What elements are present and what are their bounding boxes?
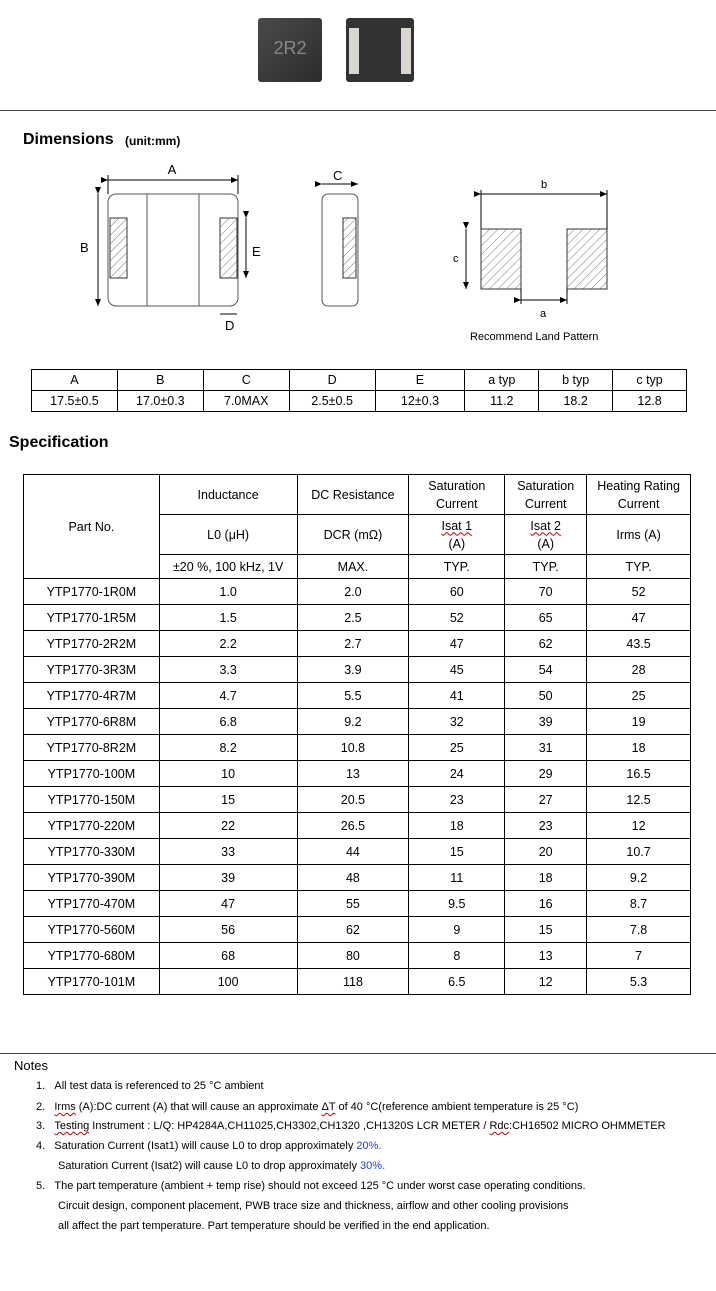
spec-value-cell: 11 <box>409 865 505 891</box>
part-number-cell: YTP1770-101M <box>24 969 160 995</box>
spec-value-cell: 2.7 <box>297 631 409 657</box>
spec-value-cell: 13 <box>505 943 587 969</box>
spec-value-cell: 56 <box>159 917 297 943</box>
spec-value-cell: 70 <box>505 579 587 605</box>
product-marking: 2R2 <box>273 38 307 58</box>
note-number: 1. <box>36 1080 46 1092</box>
spec-value-cell: 33 <box>159 839 297 865</box>
spec-value-cell: 28 <box>587 657 691 683</box>
note-4-cont <box>58 1160 385 1172</box>
spec-value-cell: 18 <box>409 813 505 839</box>
spec-value-cell: 19 <box>587 709 691 735</box>
part-number-cell: YTP1770-8R2M <box>24 735 160 761</box>
spec-value-cell: 10.7 <box>587 839 691 865</box>
table-row <box>24 839 691 865</box>
label-c: c <box>453 253 459 265</box>
dim-header: A <box>32 370 118 391</box>
table-row <box>24 735 691 761</box>
spec-value-cell: 18 <box>587 735 691 761</box>
dim-value: 17.0±0.3 <box>117 391 203 412</box>
header-sat-current-2: Saturation Current <box>505 475 587 515</box>
spec-value-cell: 15 <box>409 839 505 865</box>
spec-value-cell: 2.2 <box>159 631 297 657</box>
spec-value-cell: 4.7 <box>159 683 297 709</box>
spec-value-cell: 62 <box>297 917 409 943</box>
spec-value-cell: 3.9 <box>297 657 409 683</box>
table-row <box>24 813 691 839</box>
header-isat2 <box>505 515 587 555</box>
spec-value-cell: 20.5 <box>297 787 409 813</box>
label-a: a <box>540 308 547 320</box>
spec-value-cell: 25 <box>587 683 691 709</box>
spec-value-cell: 3.3 <box>159 657 297 683</box>
front-view-drawing <box>80 162 261 333</box>
spec-value-cell: 29 <box>505 761 587 787</box>
spec-value-cell: 12 <box>587 813 691 839</box>
specification-title: Specification <box>9 434 109 451</box>
label-E: E <box>252 244 261 259</box>
table-row <box>24 631 691 657</box>
part-number-cell: YTP1770-150M <box>24 787 160 813</box>
label-B: B <box>80 240 89 255</box>
label-D: D <box>225 318 235 333</box>
note-5-cont-2: all affect the part temperature. Part temperature should be verified in the end application. <box>58 1220 490 1232</box>
spec-value-cell: 23 <box>505 813 587 839</box>
spec-value-cell: 5.5 <box>297 683 409 709</box>
note-highlight: 20%. <box>356 1140 382 1152</box>
spec-value-cell: 68 <box>159 943 297 969</box>
side-view-drawing <box>322 168 358 306</box>
spec-value-cell: 2.5 <box>297 605 409 631</box>
dim-value: 11.2 <box>465 391 539 412</box>
spec-value-cell: 47 <box>409 631 505 657</box>
note-number: 3. <box>36 1120 46 1132</box>
spec-value-cell: 43.5 <box>587 631 691 657</box>
part-number-cell: YTP1770-560M <box>24 917 160 943</box>
note-text: Instrument : L/Q: HP4284A,CH11025,CH3302,CH1320 ,CH1320S LCR METER / <box>89 1120 490 1132</box>
spec-value-cell: 52 <box>409 605 505 631</box>
header-l0: L0 (μH) <box>159 515 297 555</box>
spec-value-cell: 15 <box>505 917 587 943</box>
table-row <box>24 761 691 787</box>
dimension-table <box>31 369 687 412</box>
spec-value-cell: 8 <box>409 943 505 969</box>
isat2-unit: (A) <box>537 536 555 551</box>
spec-value-cell: 27 <box>505 787 587 813</box>
note-text: of 40 °C(reference ambient temperature is 25 °C) <box>335 1101 579 1113</box>
note-4 <box>36 1140 381 1152</box>
spec-value-cell: 48 <box>297 865 409 891</box>
spec-value-cell: 20 <box>505 839 587 865</box>
spec-value-cell: 9 <box>409 917 505 943</box>
dim-value: 18.2 <box>539 391 613 412</box>
note-text: (A):DC current (A) that will cause an approximate <box>75 1101 322 1113</box>
note-number: 5. <box>36 1180 46 1192</box>
note-5 <box>36 1180 586 1192</box>
spec-value-cell: 6.8 <box>159 709 297 735</box>
dim-header: E <box>375 370 465 391</box>
spec-value-cell: 24 <box>409 761 505 787</box>
spec-value-cell: 9.2 <box>297 709 409 735</box>
product-photo-side <box>346 18 414 82</box>
part-number-cell: YTP1770-100M <box>24 761 160 787</box>
spec-value-cell: 26.5 <box>297 813 409 839</box>
note-highlight: 30%. <box>360 1160 386 1172</box>
table-row <box>24 891 691 917</box>
spec-value-cell: 118 <box>297 969 409 995</box>
header-inductance: Inductance <box>159 475 297 515</box>
spec-value-cell: 23 <box>409 787 505 813</box>
note-text: Saturation Current (Isat1) will cause L0 to drop approximately <box>54 1140 357 1152</box>
land-pattern-drawing <box>453 179 607 320</box>
divider-top <box>0 110 716 111</box>
spec-value-cell: 55 <box>297 891 409 917</box>
header-irms: Irms (A) <box>587 515 691 555</box>
spec-value-cell: 12 <box>505 969 587 995</box>
part-number-cell: YTP1770-4R7M <box>24 683 160 709</box>
dim-header: C <box>203 370 289 391</box>
table-row <box>24 865 691 891</box>
dimension-value-row <box>32 391 687 412</box>
spec-value-cell: 65 <box>505 605 587 631</box>
dim-value: 7.0MAX <box>203 391 289 412</box>
part-number-cell: YTP1770-2R2M <box>24 631 160 657</box>
note-number: 2. <box>36 1101 46 1113</box>
isat1-label: Isat 1 <box>441 518 473 533</box>
table-row <box>24 579 691 605</box>
header-typ: TYP. <box>409 555 505 579</box>
label-b: b <box>541 179 548 191</box>
part-number-cell: YTP1770-3R3M <box>24 657 160 683</box>
note-5-cont-1: Circuit design, component placement, PWB trace size and thickness, airflow and other cooling provisions <box>58 1200 569 1212</box>
header-typ: TYP. <box>505 555 587 579</box>
label-C: C <box>333 168 343 183</box>
spec-value-cell: 10.8 <box>297 735 409 761</box>
table-row <box>24 969 691 995</box>
dim-value: 2.5±0.5 <box>289 391 375 412</box>
spec-value-cell: 15 <box>159 787 297 813</box>
spec-value-cell: 1.0 <box>159 579 297 605</box>
spec-value-cell: 41 <box>409 683 505 709</box>
spec-value-cell: 16.5 <box>587 761 691 787</box>
note-text: The part temperature (ambient + temp rise) should not exceed 125 °C under worst case operating conditions. <box>54 1180 586 1192</box>
part-number-cell: YTP1770-6R8M <box>24 709 160 735</box>
spec-value-cell: 8.7 <box>587 891 691 917</box>
spec-value-cell: 22 <box>159 813 297 839</box>
dim-header: b typ <box>539 370 613 391</box>
note-text: Irms <box>54 1101 76 1113</box>
spec-value-cell: 6.5 <box>409 969 505 995</box>
header-heating-current: Heating Rating Current <box>587 475 691 515</box>
dimension-header-row <box>32 370 687 391</box>
spec-value-cell: 47 <box>159 891 297 917</box>
part-number-cell: YTP1770-680M <box>24 943 160 969</box>
dim-value: 12±0.3 <box>375 391 465 412</box>
spec-value-cell: 9.5 <box>409 891 505 917</box>
note-text: ΔT <box>321 1101 336 1113</box>
dim-header: D <box>289 370 375 391</box>
spec-value-cell: 45 <box>409 657 505 683</box>
spec-value-cell: 2.0 <box>297 579 409 605</box>
part-number-cell: YTP1770-390M <box>24 865 160 891</box>
spec-value-cell: 54 <box>505 657 587 683</box>
note-number: 4. <box>36 1140 46 1152</box>
spec-value-cell: 44 <box>297 839 409 865</box>
spec-value-cell: 60 <box>409 579 505 605</box>
spec-value-cell: 7 <box>587 943 691 969</box>
dimensions-title: Dimensions <box>23 131 114 148</box>
note-3 <box>36 1120 666 1132</box>
spec-value-cell: 1.5 <box>159 605 297 631</box>
part-number-cell: YTP1770-470M <box>24 891 160 917</box>
note-1 <box>36 1080 264 1092</box>
spec-value-cell: 39 <box>505 709 587 735</box>
product-photo-top <box>258 18 322 82</box>
spec-value-cell: 18 <box>505 865 587 891</box>
table-row <box>24 605 691 631</box>
dimensions-unit: (unit:mm) <box>125 134 181 148</box>
spec-value-cell: 80 <box>297 943 409 969</box>
isat2-label: Isat 2 <box>530 518 561 533</box>
dim-header: a typ <box>465 370 539 391</box>
spec-value-cell: 25 <box>409 735 505 761</box>
part-number-cell: YTP1770-330M <box>24 839 160 865</box>
spec-value-cell: 50 <box>505 683 587 709</box>
spec-value-cell: 12.5 <box>587 787 691 813</box>
spec-value-cell: 8.2 <box>159 735 297 761</box>
specification-table <box>23 474 691 995</box>
land-pattern-caption: Recommend Land Pattern <box>470 331 599 343</box>
header-max: MAX. <box>297 555 409 579</box>
spec-value-cell: 62 <box>505 631 587 657</box>
part-number-cell: YTP1770-1R5M <box>24 605 160 631</box>
table-row <box>24 683 691 709</box>
isat1-unit: (A) <box>448 536 466 551</box>
note-text: Rdc <box>489 1120 510 1132</box>
notes-title: Notes <box>14 1058 48 1073</box>
spec-value-cell: 16 <box>505 891 587 917</box>
spec-body <box>24 579 691 995</box>
divider-notes <box>0 1053 716 1054</box>
dim-value: 12.8 <box>613 391 687 412</box>
header-sat-current-1: Saturation Current <box>409 475 505 515</box>
part-number-cell: YTP1770-220M <box>24 813 160 839</box>
dimension-drawings <box>0 150 716 350</box>
spec-value-cell: 39 <box>159 865 297 891</box>
label-A: A <box>167 162 177 177</box>
dim-header: B <box>117 370 203 391</box>
dim-header: c typ <box>613 370 687 391</box>
spec-value-cell: 10 <box>159 761 297 787</box>
dim-value: 17.5±0.5 <box>32 391 118 412</box>
spec-value-cell: 52 <box>587 579 691 605</box>
header-typ: TYP. <box>587 555 691 579</box>
spec-value-cell: 47 <box>587 605 691 631</box>
header-part-no: Part No. <box>24 475 160 579</box>
note-text: Testing <box>54 1120 90 1132</box>
spec-value-cell: 13 <box>297 761 409 787</box>
note-text: Saturation Current (Isat2) will cause L0 to drop approximately <box>58 1160 361 1172</box>
spec-value-cell: 31 <box>505 735 587 761</box>
spec-value-cell: 32 <box>409 709 505 735</box>
table-row <box>24 787 691 813</box>
table-row <box>24 943 691 969</box>
note-2 <box>36 1101 578 1113</box>
spec-value-cell: 100 <box>159 969 297 995</box>
spec-value-cell: 5.3 <box>587 969 691 995</box>
table-row <box>24 917 691 943</box>
note-text: All test data is referenced to 25 °C ambient <box>54 1080 264 1092</box>
table-row <box>24 709 691 735</box>
header-isat1 <box>409 515 505 555</box>
table-row <box>24 657 691 683</box>
spec-value-cell: 7.8 <box>587 917 691 943</box>
header-test-condition: ±20 %, 100 kHz, 1V <box>159 555 297 579</box>
header-dcr: DCR (mΩ) <box>297 515 409 555</box>
header-dc-resistance: DC Resistance <box>297 475 409 515</box>
note-text: :CH16502 MICRO OHMMETER <box>509 1120 666 1132</box>
part-number-cell: YTP1770-1R0M <box>24 579 160 605</box>
spec-value-cell: 9.2 <box>587 865 691 891</box>
